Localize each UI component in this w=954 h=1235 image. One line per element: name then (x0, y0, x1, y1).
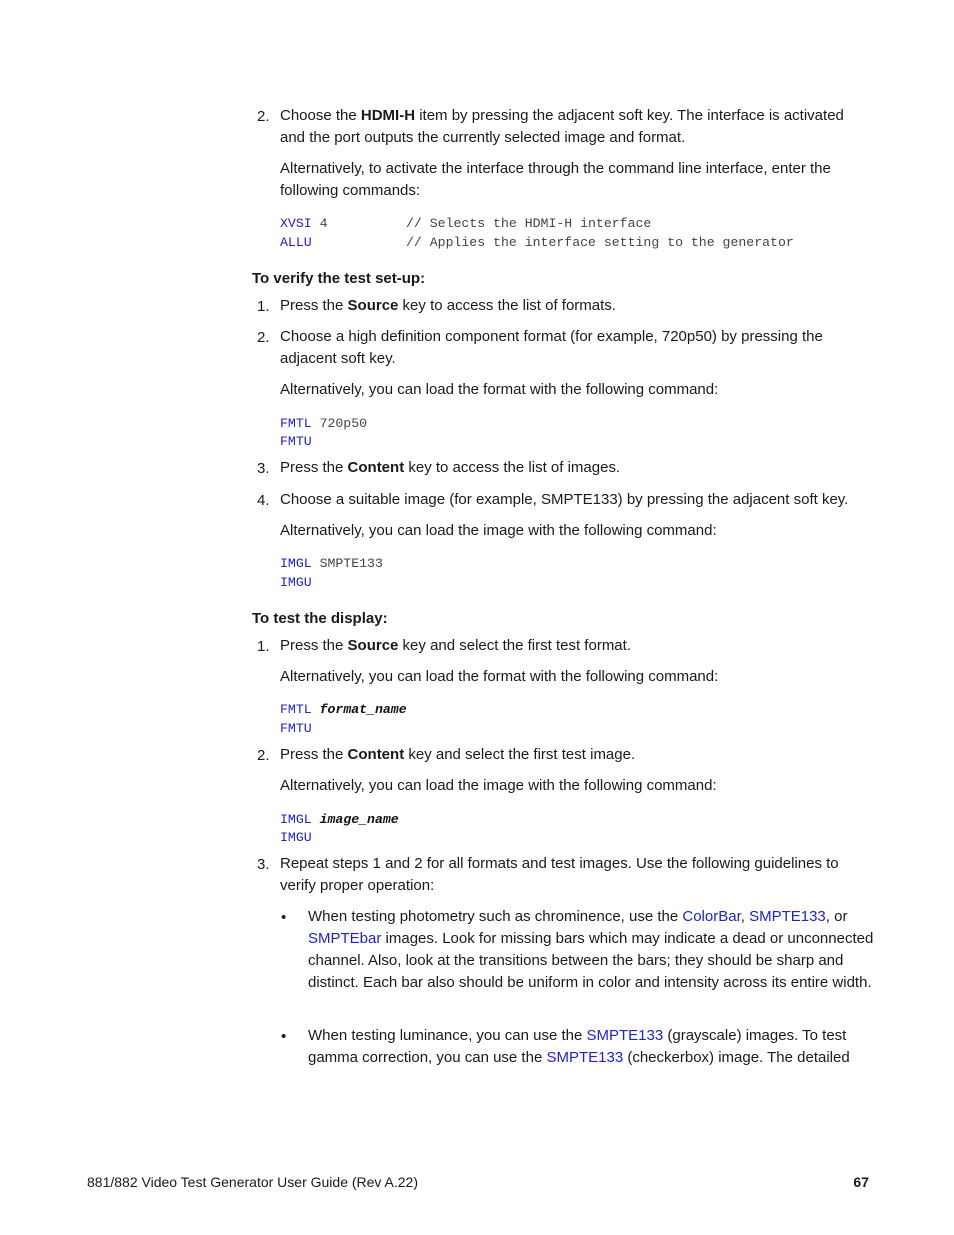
step-text: Repeat steps 1 and 2 for all formats and test images. Use the following guidelines to verify proper operation: (280, 855, 839, 894)
step-hdmi-text: Choose the HDMI-H item by pressing the adjacent soft key. The interface is activated and the port outputs the currently selected image and format. (280, 107, 844, 146)
code-line: FMTL 720p50 (280, 416, 368, 431)
code-line: IMGU (280, 830, 312, 845)
link-smpte133[interactable]: SMPTE133 (586, 1027, 664, 1044)
step-text: Press the Content key to access the list of images. (280, 459, 621, 476)
step-text: Press the Content key and select the first test image. (280, 746, 636, 763)
step-number: 2. (257, 108, 270, 125)
bullet: • (281, 1028, 287, 1045)
step-number: 4. (257, 492, 270, 509)
step-alt-text: Alternatively, you can load the image with the following command: (280, 522, 717, 539)
step-text: Choose a suitable image (for example, SMPTE133) by pressing the adjacent soft key. (280, 491, 849, 508)
link-colorbar[interactable]: ColorBar (682, 908, 741, 925)
step-number: 3. (257, 460, 270, 477)
bullet-text: When testing photometry such as chrominence, use the ColorBar, SMPTE133, or SMPTEbar images. Look for missing bars which may indicate a dead or unconnected channel. Also, look at the transitions between the bars; they should be sharp and distinct. Each bar also should be uniform in color and intensity across its entire width. (308, 908, 874, 991)
page-number: 67 (853, 1174, 869, 1190)
step-alt-text: Alternatively, you can load the format with the following command: (280, 668, 719, 685)
link-smpte133[interactable]: SMPTE133 (749, 908, 826, 925)
code-comment: // Applies the interface setting to the generator (406, 235, 794, 250)
step-text: Press the Source key to access the list of formats. (280, 297, 616, 314)
code-line: FMTL format_name (280, 702, 407, 717)
footer-title: 881/882 Video Test Generator User Guide (Rev A.22) (87, 1174, 419, 1190)
code-line: IMGL image_name (280, 812, 399, 827)
step-number: 1. (257, 638, 270, 655)
step-hdmi-alt: Alternatively, to activate the interface through the command line interface, enter the following commands: (280, 160, 831, 199)
code-line: FMTU (280, 721, 312, 736)
step-text: Choose a high definition component format (for example, 720p50) by pressing the adjacent soft key. (280, 328, 823, 367)
code-line: XVSI 4 (280, 216, 328, 231)
step-text: Press the Source key and select the first test format. (280, 637, 631, 654)
step-number: 1. (257, 298, 270, 315)
section-heading: To verify the test set-up: (252, 270, 426, 287)
bullet: • (281, 909, 287, 926)
code-line: FMTU (280, 434, 312, 449)
section-heading: To test the display: (252, 610, 388, 627)
step-alt-text: Alternatively, you can load the image with the following command: (280, 777, 717, 794)
step-number: 2. (257, 329, 270, 346)
code-line: ALLU (280, 235, 312, 250)
code-line: IMGL SMPTE133 (280, 556, 383, 571)
bullet-text: When testing luminance, you can use the SMPTE133 (grayscale) images. To test gamma correction, you can use the SMPTE133 (checkerbox) image. The detailed (308, 1027, 850, 1066)
link-smptebar[interactable]: SMPTEbar (308, 930, 382, 947)
step-alt-text: Alternatively, you can load the format with the following command: (280, 381, 719, 398)
link-smpte133[interactable]: SMPTE133 (546, 1049, 624, 1066)
step-number: 3. (257, 856, 270, 873)
code-comment: // Selects the HDMI-H interface (406, 216, 652, 231)
code-line: IMGU (280, 575, 312, 590)
step-number: 2. (257, 747, 270, 764)
